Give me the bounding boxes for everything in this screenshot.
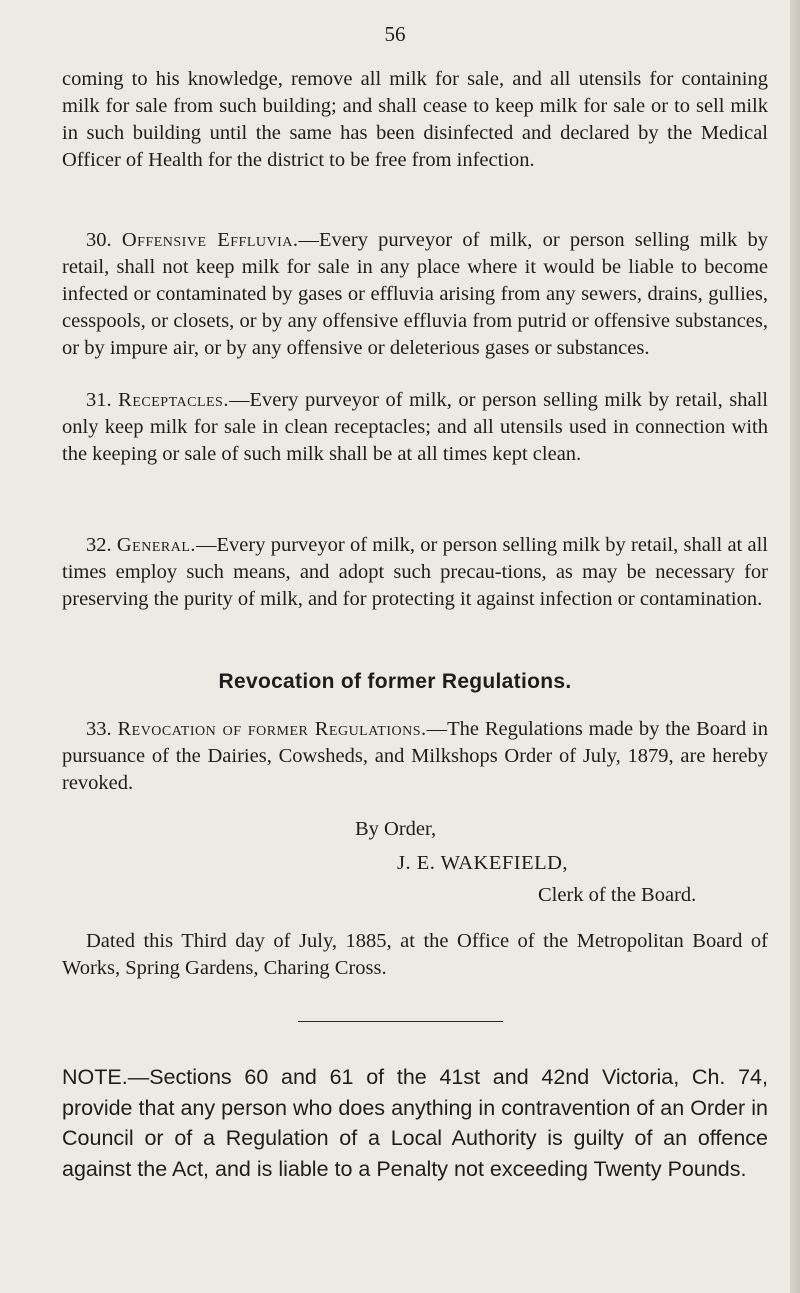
section-30 (62, 227, 768, 362)
signatory-name: J. E. WAKEFIELD, (397, 852, 569, 874)
section-text: —Every purveyor of milk, or person selling milk by retail, shall only keep milk for sale in clean receptacles; and all utensils used in connection with the keeping or sale of such milk shall be at all times kept clean. (62, 389, 768, 465)
section-heading: Revocation of former Regulations. (218, 670, 572, 693)
continuation-paragraph: coming to his knowledge, remove all milk for sale, and all utensils for containing milk for sale from such building; and shall cease to keep milk for sale or to sell milk in such building until the same has been disinfected and declared by the Medical Officer of Health for the district to be free from infection. (62, 68, 768, 171)
section-33 (62, 716, 768, 797)
section-31 (62, 387, 768, 468)
section-number: 31. (86, 389, 112, 411)
divider-rule (298, 1021, 503, 1022)
section-text: —The Regulations made by the Board in pursuance of the Dairies, Cowsheds, and Milkshops Order of July, 1879, are hereby revoked. (62, 718, 768, 794)
dated-paragraph: Dated this Third day of July, 1885, at the Office of the Metropolitan Board of Works, Spring Gardens, Charing Cross. (62, 930, 768, 979)
section-title: Revocation of former Regulations. (117, 718, 427, 740)
section-text: —Every purveyor of milk, or person selling milk by retail, shall not keep milk for sale in any place where it would be liable to become infected or contaminated by gases or effluvia arising from any sewers, drains, gullies, cesspools, or closets, or by any offensive effluvia from putrid or offensive substances, or by impure air, or by any offensive or deleterious gases or substances. (62, 229, 769, 359)
section-text: —Every purveyor of milk, or person selling milk by retail, shall at all times employ such means, and adopt such precau-tions, as may be necessary for preserving the purity of milk, and for protecting it against infection or contamination. (62, 534, 768, 610)
section-number: 33. (86, 718, 112, 740)
section-number: 32. (86, 534, 112, 556)
section-number: 30. (86, 229, 112, 251)
section-title: Offensive Effluvia. (121, 229, 299, 251)
signatory-title: Clerk of the Board. (538, 884, 697, 906)
note-paragraph: NOTE.—Sections 60 and 61 of the 41st and 42nd Victoria, Ch. 74, provide that any person who does anything in contravention of an Order in Council or of a Regulation of a Local Authority is guilty of an offence against the Act, and is liable to a Penalty not exceeding Twenty Pounds. (62, 1065, 768, 1181)
by-order-line: By Order, (355, 818, 437, 840)
page-edge (790, 0, 800, 1293)
section-32 (62, 532, 768, 613)
section-title: General. (116, 534, 197, 556)
page-number: 56 (384, 22, 406, 46)
section-title: Receptacles. (118, 389, 229, 411)
